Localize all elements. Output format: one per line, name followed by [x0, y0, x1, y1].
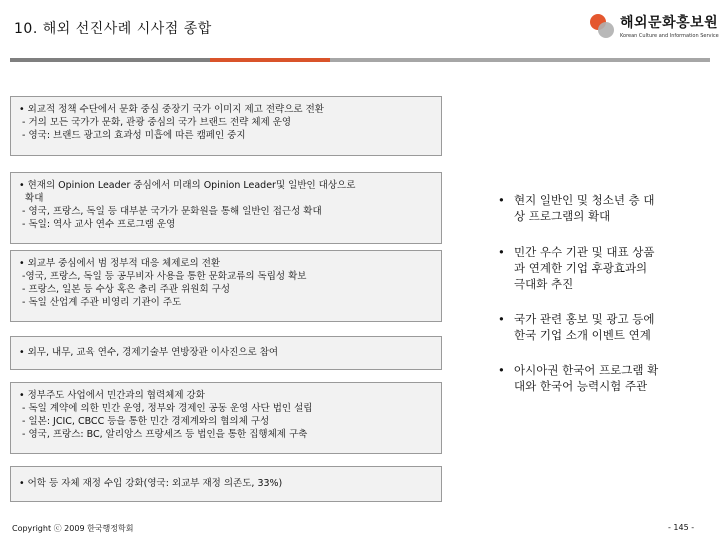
summary-box-4	[10, 336, 442, 370]
box-line: - 독일: 역사 교사 연수 프로그램 운영	[19, 219, 176, 230]
bullet-icon: •	[498, 193, 505, 207]
right-bullet-1	[498, 192, 708, 224]
bullet-icon: •	[498, 312, 505, 326]
bullet-icon: •	[498, 363, 505, 377]
box-line: - 영국: 브랜드 광고의 효과성 미흡에 따른 캠페인 중지	[19, 130, 246, 141]
bullet-line: 극대화 추진	[514, 277, 574, 291]
box-line: • 외교적 정책 수단에서 문화 중심 중장기 국가 이미지 제고 전략으로 전환	[19, 104, 324, 115]
box-line: 확대	[19, 193, 44, 204]
right-bullet-4	[498, 362, 708, 394]
page-title: 10. 해외 선진사례 시사점 종합	[14, 21, 212, 37]
summary-box-6	[10, 466, 442, 502]
bullet-line: 한국 기업 소개 이벤트 연계	[514, 328, 651, 342]
summary-box-5	[10, 382, 442, 454]
bullet-line: 아시아권 한국어 프로그램 확	[514, 363, 659, 377]
bullet-line: 상 프로그램의 확대	[514, 209, 611, 223]
box-line: - 영국, 프랑스: BC, 알리앙스 프랑세즈 등 법인을 통한 집행체제 구축	[19, 429, 308, 440]
bullet-line: 대와 한국어 능력시험 주관	[514, 379, 648, 393]
summary-box-3	[10, 250, 442, 322]
right-bullet-3	[498, 311, 708, 343]
box-line: - 프랑스, 일본 등 수상 혹은 총리 주관 위원회 구성	[19, 284, 231, 295]
page-number: - 145 -	[668, 523, 695, 532]
bullet-icon: •	[498, 245, 505, 259]
box-line: • 어학 등 자체 재정 수입 강화(영국: 외교부 재정 의존도, 33%)	[19, 478, 283, 489]
box-line: • 외교부 중심에서 범 정부적 대응 체제로의 전환	[19, 258, 221, 269]
summary-box-2	[10, 172, 442, 244]
bullet-line: 현지 일반인 및 청소년 층 대	[514, 193, 655, 207]
box-line: - 영국, 프랑스, 독일 등 대부분 국가가 문화원을 통해 일반인 접근성 확대	[19, 206, 322, 217]
box-line: - 독일 산업계 주관 비영리 기관이 주도	[19, 297, 182, 308]
header-divider-gray	[10, 58, 210, 62]
bullet-line: 국가 관련 홍보 및 광고 등에	[514, 312, 655, 326]
box-line: • 현재의 Opinion Leader 중심에서 미래의 Opinion Leader및 일반인 대상으로	[19, 180, 356, 191]
bullet-line: 과 연계한 기업 후광효과의	[514, 261, 648, 275]
summary-box-1	[10, 96, 442, 156]
header-divider-orange	[210, 58, 330, 62]
box-line: - 거의 모든 국가가 문화, 관광 중심의 국가 브랜드 전략 체제 운영	[19, 117, 292, 128]
box-line: - 독일 계약에 의한 민간 운영, 정부와 경제인 공동 운영 사단 법인 설립	[19, 403, 313, 414]
copyright-text: Copyright ⓒ 2009 한국행정학회	[12, 524, 134, 533]
right-bullet-2	[498, 244, 708, 292]
bullet-line: 민간 우수 기관 및 대표 상품	[514, 245, 655, 259]
logo-korean-text: 해외문화홍보원	[620, 15, 719, 31]
box-line: - 일본: JCIC, CBCC 등을 통한 민간 경제계와의 협의체 구성	[19, 416, 270, 427]
logo-english-text: Korean Culture and Information Service	[620, 33, 719, 39]
box-line: • 외무, 내무, 교육 연수, 경제기술부 연방장관 이사진으로 참여	[19, 347, 279, 358]
box-line: -영국, 프랑스, 독일 등 공무비자 사용을 통한 문화교류의 독립성 확보	[19, 271, 307, 282]
logo	[590, 12, 719, 46]
box-line: • 정부주도 사업에서 민간과의 협력체제 강화	[19, 390, 205, 401]
header-divider-lightgray	[330, 58, 710, 62]
logo-mark-icon	[590, 14, 616, 40]
